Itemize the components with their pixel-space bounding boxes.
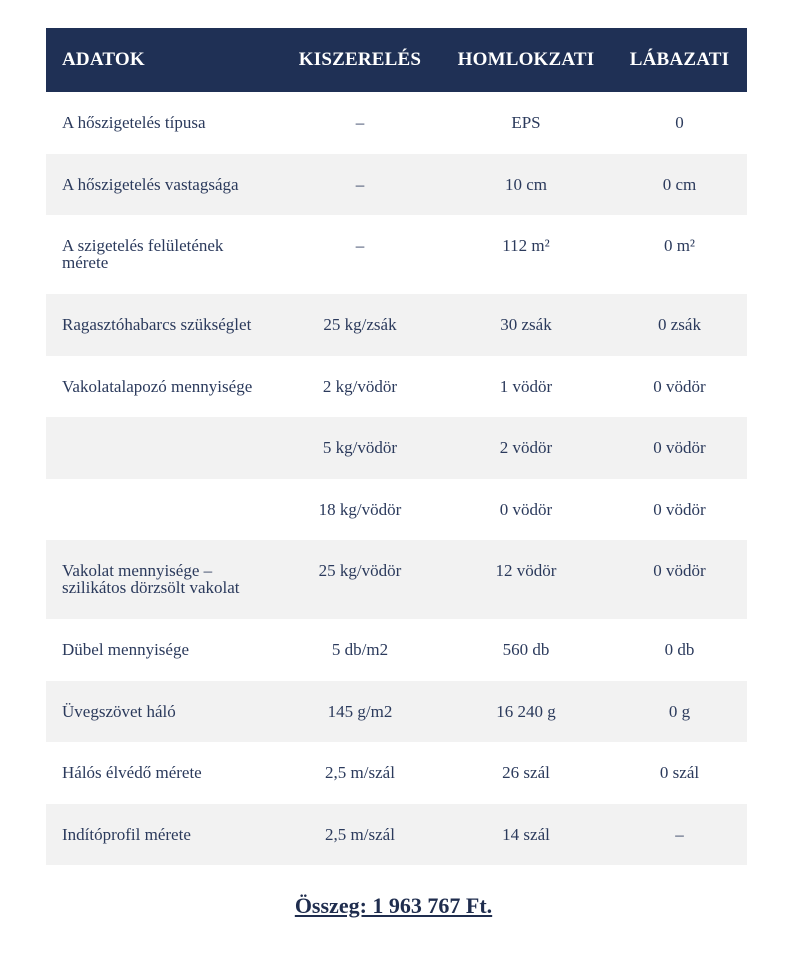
cell-homlokzati: 30 zsák [500,315,552,335]
cell-homlokzati: 0 vödör [499,499,553,519]
table-row [46,804,747,866]
table-row [46,619,747,681]
cell-kiszereles: 5 db/m2 [331,640,389,660]
row-label [46,417,280,479]
row-label: A hőszigetelés típusa [62,113,206,133]
total-amount: Összeg: 1 963 767 Ft. [294,893,493,918]
row-label: Vakolatalapozó mennyisége [62,376,253,396]
cell-labazati: 0 cm [662,174,697,194]
row-label: A hőszigetelés vastagsága [62,174,239,194]
table-row [46,479,747,541]
cell-homlokzati: EPS [511,113,541,133]
table-row [46,356,747,418]
cell-homlokzati: 2 vödör [499,438,553,458]
cell-labazati: 0 g [668,701,691,721]
row-label: Indítóprofil mérete [62,824,191,844]
materials-table-container [46,28,747,865]
table-row [46,681,747,743]
cell-kiszereles: 5 kg/vödör [322,438,398,458]
row-label: Vakolat mennyisége – szilikátos dörzsölt vakolat [62,561,240,597]
cell-labazati: 0 vödör [653,376,706,396]
table-row [46,215,747,294]
cell-kiszereles: 2 kg/vödör [322,376,398,396]
column-header-kiszereles: KISZERELÉS [298,49,422,70]
cell-labazati: 0 db [664,640,695,660]
cell-homlokzati: 10 cm [504,174,548,194]
cell-kiszereles: – [355,236,365,255]
cell-homlokzati: 12 vödör [495,561,557,580]
table-row [46,417,747,479]
cell-labazati: – [675,824,684,844]
row-label [46,479,280,541]
cell-labazati: 0 vödör [653,561,706,580]
cell-labazati: 0 zsák [658,315,701,335]
table-row [46,154,747,216]
table-row [46,742,747,804]
cell-kiszereles: 18 kg/vödör [318,499,402,519]
row-label: Hálós élvédő mérete [62,763,202,783]
column-header-homlokzati: HOMLOKZATI [457,49,595,70]
cell-labazati: 0 [675,113,684,133]
cell-labazati: 0 vödör [653,438,706,458]
row-label: Üvegszövet háló [62,701,176,721]
materials-table [46,28,747,865]
cell-labazati: 0 m² [663,236,696,255]
cell-homlokzati: 14 szál [502,824,550,844]
cell-homlokzati: 16 240 g [496,701,556,721]
cell-kiszereles: 2,5 m/szál [325,763,395,783]
row-label: Ragasztóhabarcs szükséglet [62,315,252,335]
cell-homlokzati: 26 szál [502,763,550,783]
cell-kiszereles: 145 g/m2 [327,701,393,721]
cell-kiszereles: 25 kg/vödör [318,561,402,580]
cell-kiszereles: – [355,174,365,194]
table-row [46,294,747,356]
column-header-adatok: ADATOK [62,49,145,70]
cell-kiszereles: – [355,113,365,133]
cell-homlokzati: 112 m² [502,236,550,255]
cell-homlokzati: 1 vödör [499,376,553,396]
table-header-row [46,28,747,92]
row-label: Dübel mennyisége [62,640,189,660]
table-row [46,92,747,154]
column-header-labazati: LÁBAZATI [629,49,730,70]
cell-kiszereles: 2,5 m/szál [325,824,395,844]
table-row [46,540,747,619]
cell-kiszereles: 25 kg/zsák [323,315,397,335]
row-label: A szigetelés felületének mérete [62,236,224,272]
cell-homlokzati: 560 db [502,640,550,660]
cell-labazati: 0 szál [659,763,700,783]
cell-labazati: 0 vödör [653,499,706,519]
